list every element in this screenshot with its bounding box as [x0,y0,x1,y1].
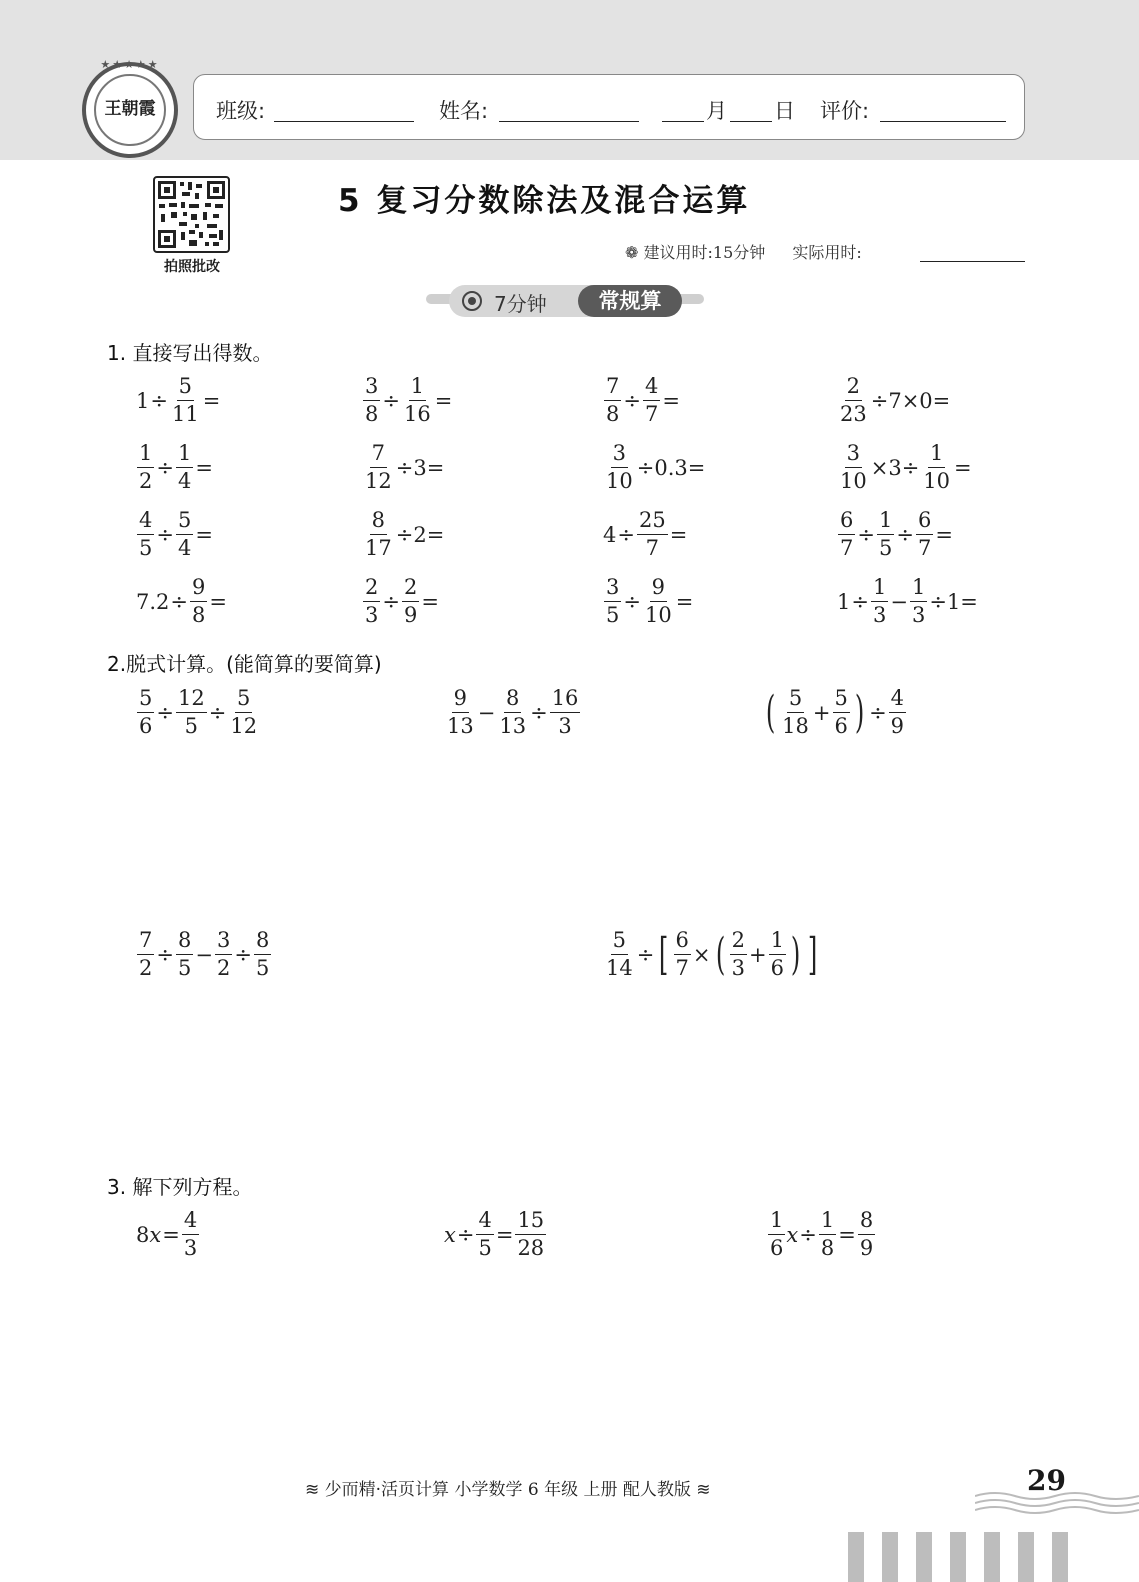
logo-text: 王朝霞 [104,99,156,119]
q1-item: 4 ÷ $\frac{25}{7}$ = [603,508,688,560]
q1-item: 1 ÷ $\frac{1}{3}$ − $\frac{1}{3}$ ÷1= [837,575,978,627]
q1-item: $\frac{1}{2}$ ÷ $\frac{1}{4}$ = [139,441,213,493]
q1-item: $\frac{7}{8}$ ÷ $\frac{4}{7}$ = [606,374,680,426]
q2-heading: 2.脱式计算。(能简算的要简算) [107,652,382,676]
q1-item: 1 ÷ $\frac{5}{11}$ = [136,374,221,426]
section-time: 7分钟 [494,292,547,316]
q1-item: $\frac{2}{23}$ ÷7×0= [840,374,951,426]
q1-item: $\frac{7}{12}$ ÷3= [365,441,445,493]
footer-text: ≋ 少而精·活页计算 小学数学 6 年级 上册 配人教版 ≋ [305,1480,711,1500]
q1-item: $\frac{3}{10}$ ÷0.3= [606,441,706,493]
q2-item: $\frac{5}{14}$ ÷ [ $\frac{6}{7}$ × ( $\frac{2}{3}$ + $\frac{1}{6}$ ) ] [606,928,818,980]
actual-time-label: 实际用时: [792,243,862,262]
q1-item: $\frac{3}{5}$ ÷ $\frac{9}{10}$ = [606,575,694,627]
q1-item: $\frac{3}{10}$ ×3÷ $\frac{1}{10}$ = [840,441,972,493]
suggested-time: 建议用时:15分钟 [643,243,766,262]
actual-time-field[interactable] [920,261,1025,262]
q2-item: $\frac{7}{2}$ ÷ $\frac{8}{5}$ − $\frac{3}{2}$ ÷ $\frac{8}{5}$ [139,928,270,980]
medal-icon [462,291,482,311]
q1-item: $\frac{3}{8}$ ÷ $\frac{1}{16}$ = [365,374,453,426]
day-field[interactable] [730,121,772,122]
q1-item: 7.2 ÷ $\frac{9}{8}$ = [136,575,227,627]
q1-heading: 1. 直接写出得数。 [107,341,273,365]
day-label: 日 [774,99,795,123]
q3-item: $\frac{1}{6}$ x ÷ $\frac{1}{8}$ = $\frac{8}{9}$ [770,1208,874,1260]
q2-item: $\frac{5}{6}$ ÷ $\frac{12}{5}$ ÷ $\frac{5}{12}$ [139,686,258,738]
page-number: 29 [1027,1464,1066,1497]
q3-heading: 3. 解下列方程。 [107,1175,253,1199]
month-label: 月 [706,99,727,123]
time-row [625,240,862,263]
q1-item: $\frac{2}{3}$ ÷ $\frac{2}{9}$ = [365,575,439,627]
q2-item: ( $\frac{5}{18}$ + $\frac{5}{6}$ ) ÷ $\frac{4}{9}$ [765,686,905,738]
student-info-box [193,74,1025,140]
brand-logo [82,62,178,158]
star-icons: ★★★★★ [100,58,160,71]
rating-label: 评价: [820,99,870,123]
rating-field[interactable] [880,121,1006,122]
name-field[interactable] [499,121,639,122]
qr-code-icon[interactable] [153,176,230,253]
section-label: 常规算 [578,285,682,317]
month-field[interactable] [662,121,704,122]
q2-item: $\frac{9}{13}$ − $\frac{8}{13}$ ÷ $\frac{16}{3}$ [447,686,579,738]
class-label: 班级: [216,99,266,123]
class-field[interactable] [274,121,414,122]
qr-caption: 拍照批改 [164,259,220,275]
q1-item: $\frac{4}{5}$ ÷ $\frac{5}{4}$ = [139,508,213,560]
q1-item: $\frac{8}{17}$ ÷2= [365,508,445,560]
name-label: 姓名: [439,99,489,123]
flower-icon: ❁ [625,243,639,262]
q3-item: 8 x = $\frac{4}{3}$ [136,1208,198,1260]
wave-decoration [975,1488,1139,1518]
q3-item: x ÷ $\frac{4}{5}$ = $\frac{15}{28}$ [444,1208,545,1260]
page-title: 5 复习分数除法及混合运算 [338,183,751,219]
q1-item: $\frac{6}{7}$ ÷ $\frac{1}{5}$ ÷ $\frac{6}{7}$ = [840,508,953,560]
